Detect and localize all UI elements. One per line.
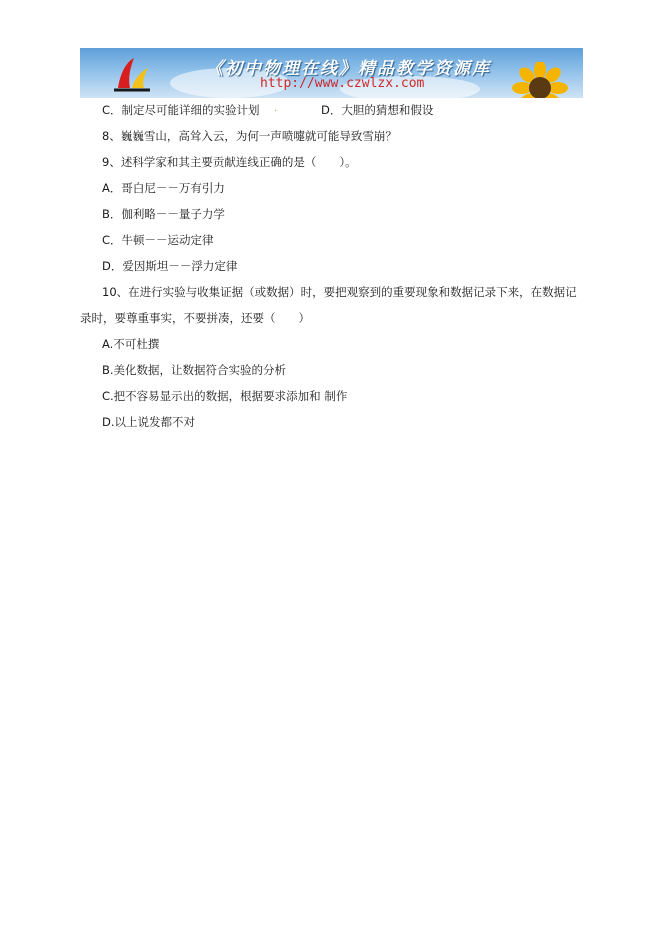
question-10-text-line-2: 录时，要尊重事实，不要拼凑，还要（ ） xyxy=(80,311,310,325)
q10-option-d: D.以上说发都不对 xyxy=(102,415,196,429)
q7-option-d: D．大胆的猜想和假设 xyxy=(321,103,434,117)
question-10-text-line-1: 10、在进行实验与收集证据（或数据）时，要把观察到的重要现象和数据记录下来，在数据记 xyxy=(102,285,577,299)
question-8-text: 8、巍巍雪山，高耸入云，为何一声喷嚏就可能导致雪崩？ xyxy=(102,129,397,143)
banner-url: http://www.czwlzx.com xyxy=(260,76,425,91)
header-banner xyxy=(80,48,583,98)
site-logo-icon xyxy=(110,54,154,94)
q10-option-c: C.把不容易显示出的数据，根据要求添加和 制作 xyxy=(102,389,348,403)
q9-option-c: C．牛顿－－运动定律 xyxy=(102,233,214,247)
q7-option-c: C．制定尽可能详细的实验计划 xyxy=(102,103,260,117)
q9-option-d: D．爱因斯坦－－浮力定律 xyxy=(102,259,238,273)
scan-mark: . xyxy=(274,103,278,114)
q9-option-b: B．伽利略－－量子力学 xyxy=(102,207,225,221)
q10-option-a: A.不可杜撰 xyxy=(102,337,160,351)
question-9-text: 9、述科学家和其主要贡献连线正确的是（ ）。 xyxy=(102,155,357,169)
banner-title: 《初中物理在线》精品教学资源库 xyxy=(206,59,491,79)
sunflower-icon xyxy=(505,62,575,98)
q9-option-a: A．哥白尼－－万有引力 xyxy=(102,181,225,195)
q10-option-b: B.美化数据，让数据符合实验的分析 xyxy=(102,363,287,377)
